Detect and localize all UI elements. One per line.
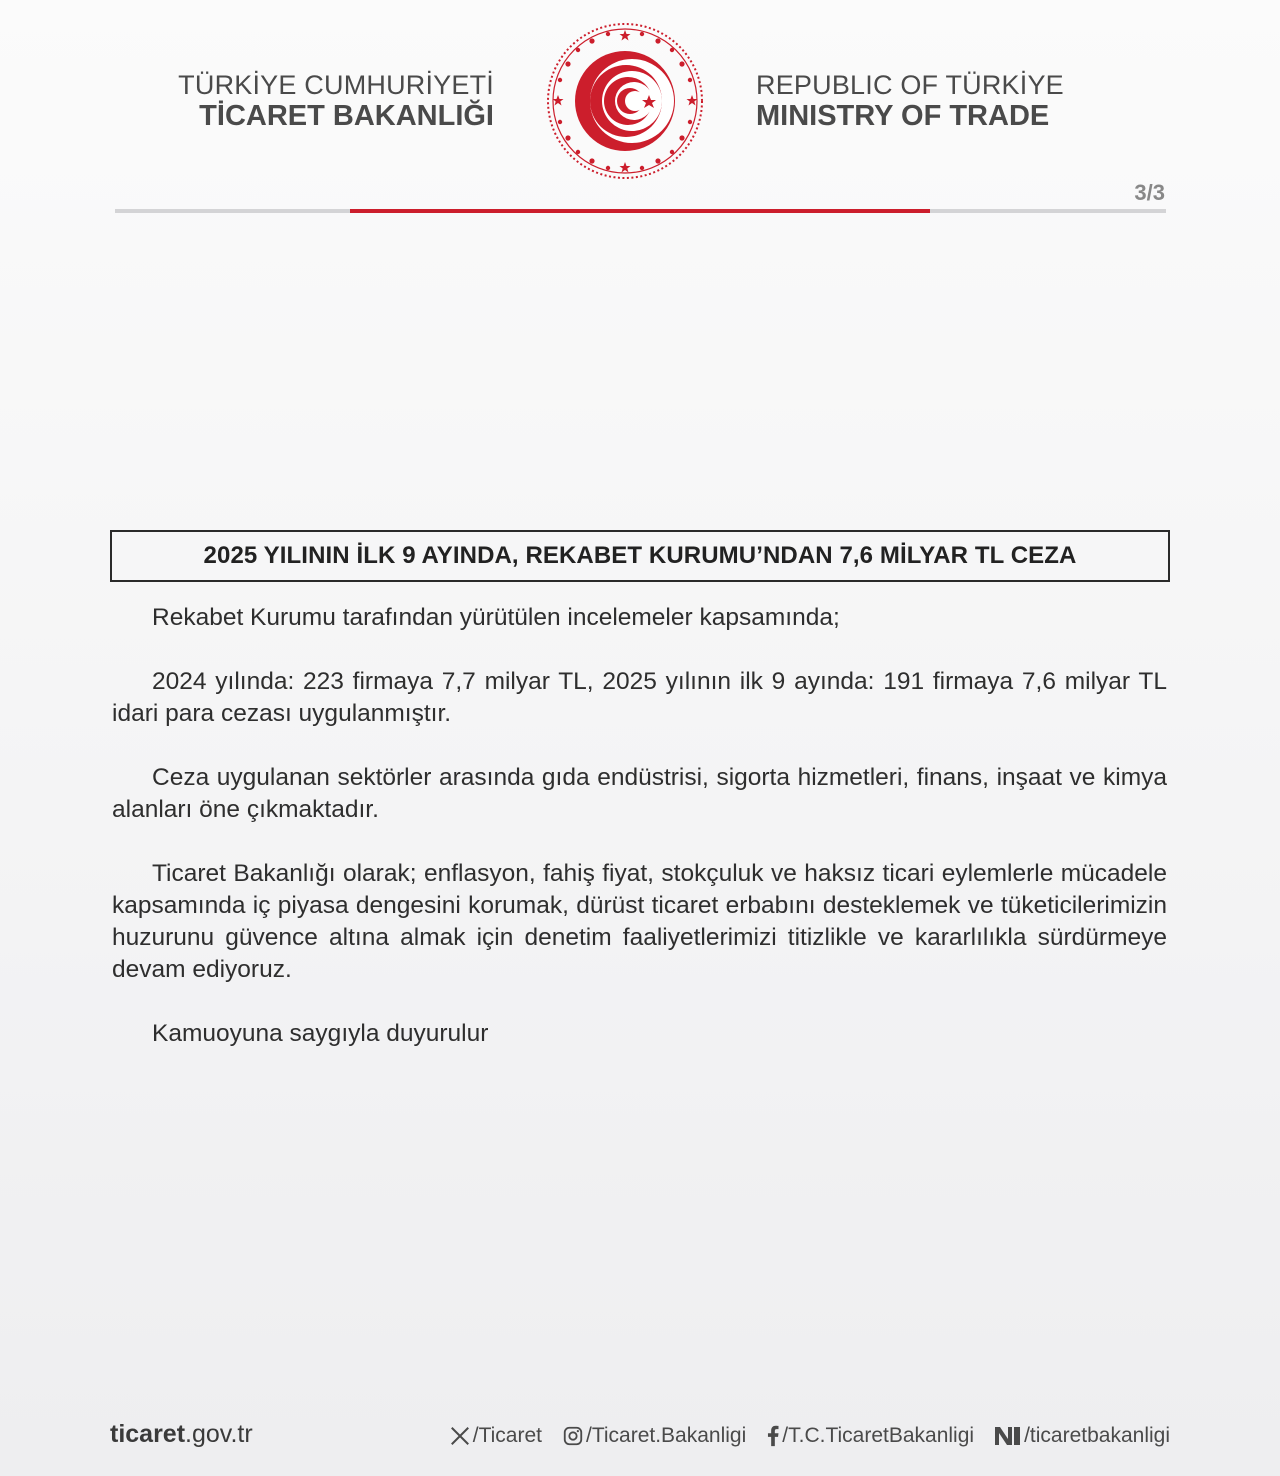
social-links (449, 1424, 1170, 1448)
paragraph: Rekabet Kurumu tarafından yürütülen incelemeler kapsamında; (152, 604, 840, 631)
social-handle: /Ticaret (472, 1424, 542, 1447)
social-nsosyal[interactable] (994, 1424, 1170, 1448)
social-handle: /Ticaret.Bakanligi (585, 1424, 747, 1447)
header-divider (115, 209, 1166, 213)
social-handle: /T.C.TicaretBakanligi (782, 1424, 975, 1447)
paragraph: Ticaret Bakanlığı olarak; enflasyon, fahiş fiyat, stokçuluk ve haksız ticari eylemlerle mücadele kapsamında iç piyasa dengesini korumak, dürüst ticaret erbabını desteklemek ve tüketicilerimizin huzurunu güvence altına almak için denetim faaliyetlerimizi titizlikle ve kararlılıkla sürdürmeye devam ediyoruz. (112, 860, 1167, 983)
header-tr-line2: TİCARET BAKANLIĞI (199, 100, 494, 132)
header-turkish (178, 72, 494, 131)
header-tr-line1: TÜRKİYE CUMHURİYETİ (178, 70, 494, 100)
footer (110, 1418, 1170, 1458)
social-x[interactable] (449, 1424, 542, 1448)
header-divider-accent (350, 209, 930, 213)
header-en-line1: REPUBLIC OF TÜRKİYE (756, 70, 1064, 100)
header-english (756, 72, 1064, 131)
website-domain-rest: .gov.tr (185, 1420, 253, 1448)
website-domain-bold: ticaret (110, 1420, 186, 1448)
paragraph: Kamuoyuna saygıyla duyurulur (152, 1020, 489, 1047)
instagram-icon (562, 1425, 584, 1447)
paragraph: 2024 yılında: 223 firmaya 7,7 milyar TL, 2025 yılının ilk 9 ayında: 191 firmaya 7,6 milyar TL idari para cezası uygulanmıştır. (112, 668, 1167, 727)
ministry-emblem-icon (546, 22, 704, 180)
paragraph: Ceza uygulanan sektörler arasında gıda endüstrisi, sigorta hizmetleri, finans, inşaat ve kimya alanları öne çıkmaktadır. (112, 764, 1167, 823)
announcement-body (112, 602, 1167, 1082)
header-en-line2: MINISTRY OF TRADE (756, 100, 1050, 132)
social-facebook[interactable] (766, 1424, 974, 1448)
facebook-icon (766, 1425, 780, 1447)
announcement-title: 2025 YILININ İLK 9 AYINDA, REKABET KURUMU’NDAN 7,6 MİLYAR TL CEZA (203, 542, 1077, 569)
social-instagram[interactable] (562, 1424, 746, 1448)
social-handle: /ticaretbakanligi (1024, 1424, 1170, 1447)
page-number: 3/3 (1134, 180, 1165, 205)
nsosyal-icon (994, 1425, 1022, 1447)
title-box (110, 530, 1170, 582)
website-link[interactable] (110, 1420, 253, 1449)
x-icon (449, 1425, 471, 1447)
